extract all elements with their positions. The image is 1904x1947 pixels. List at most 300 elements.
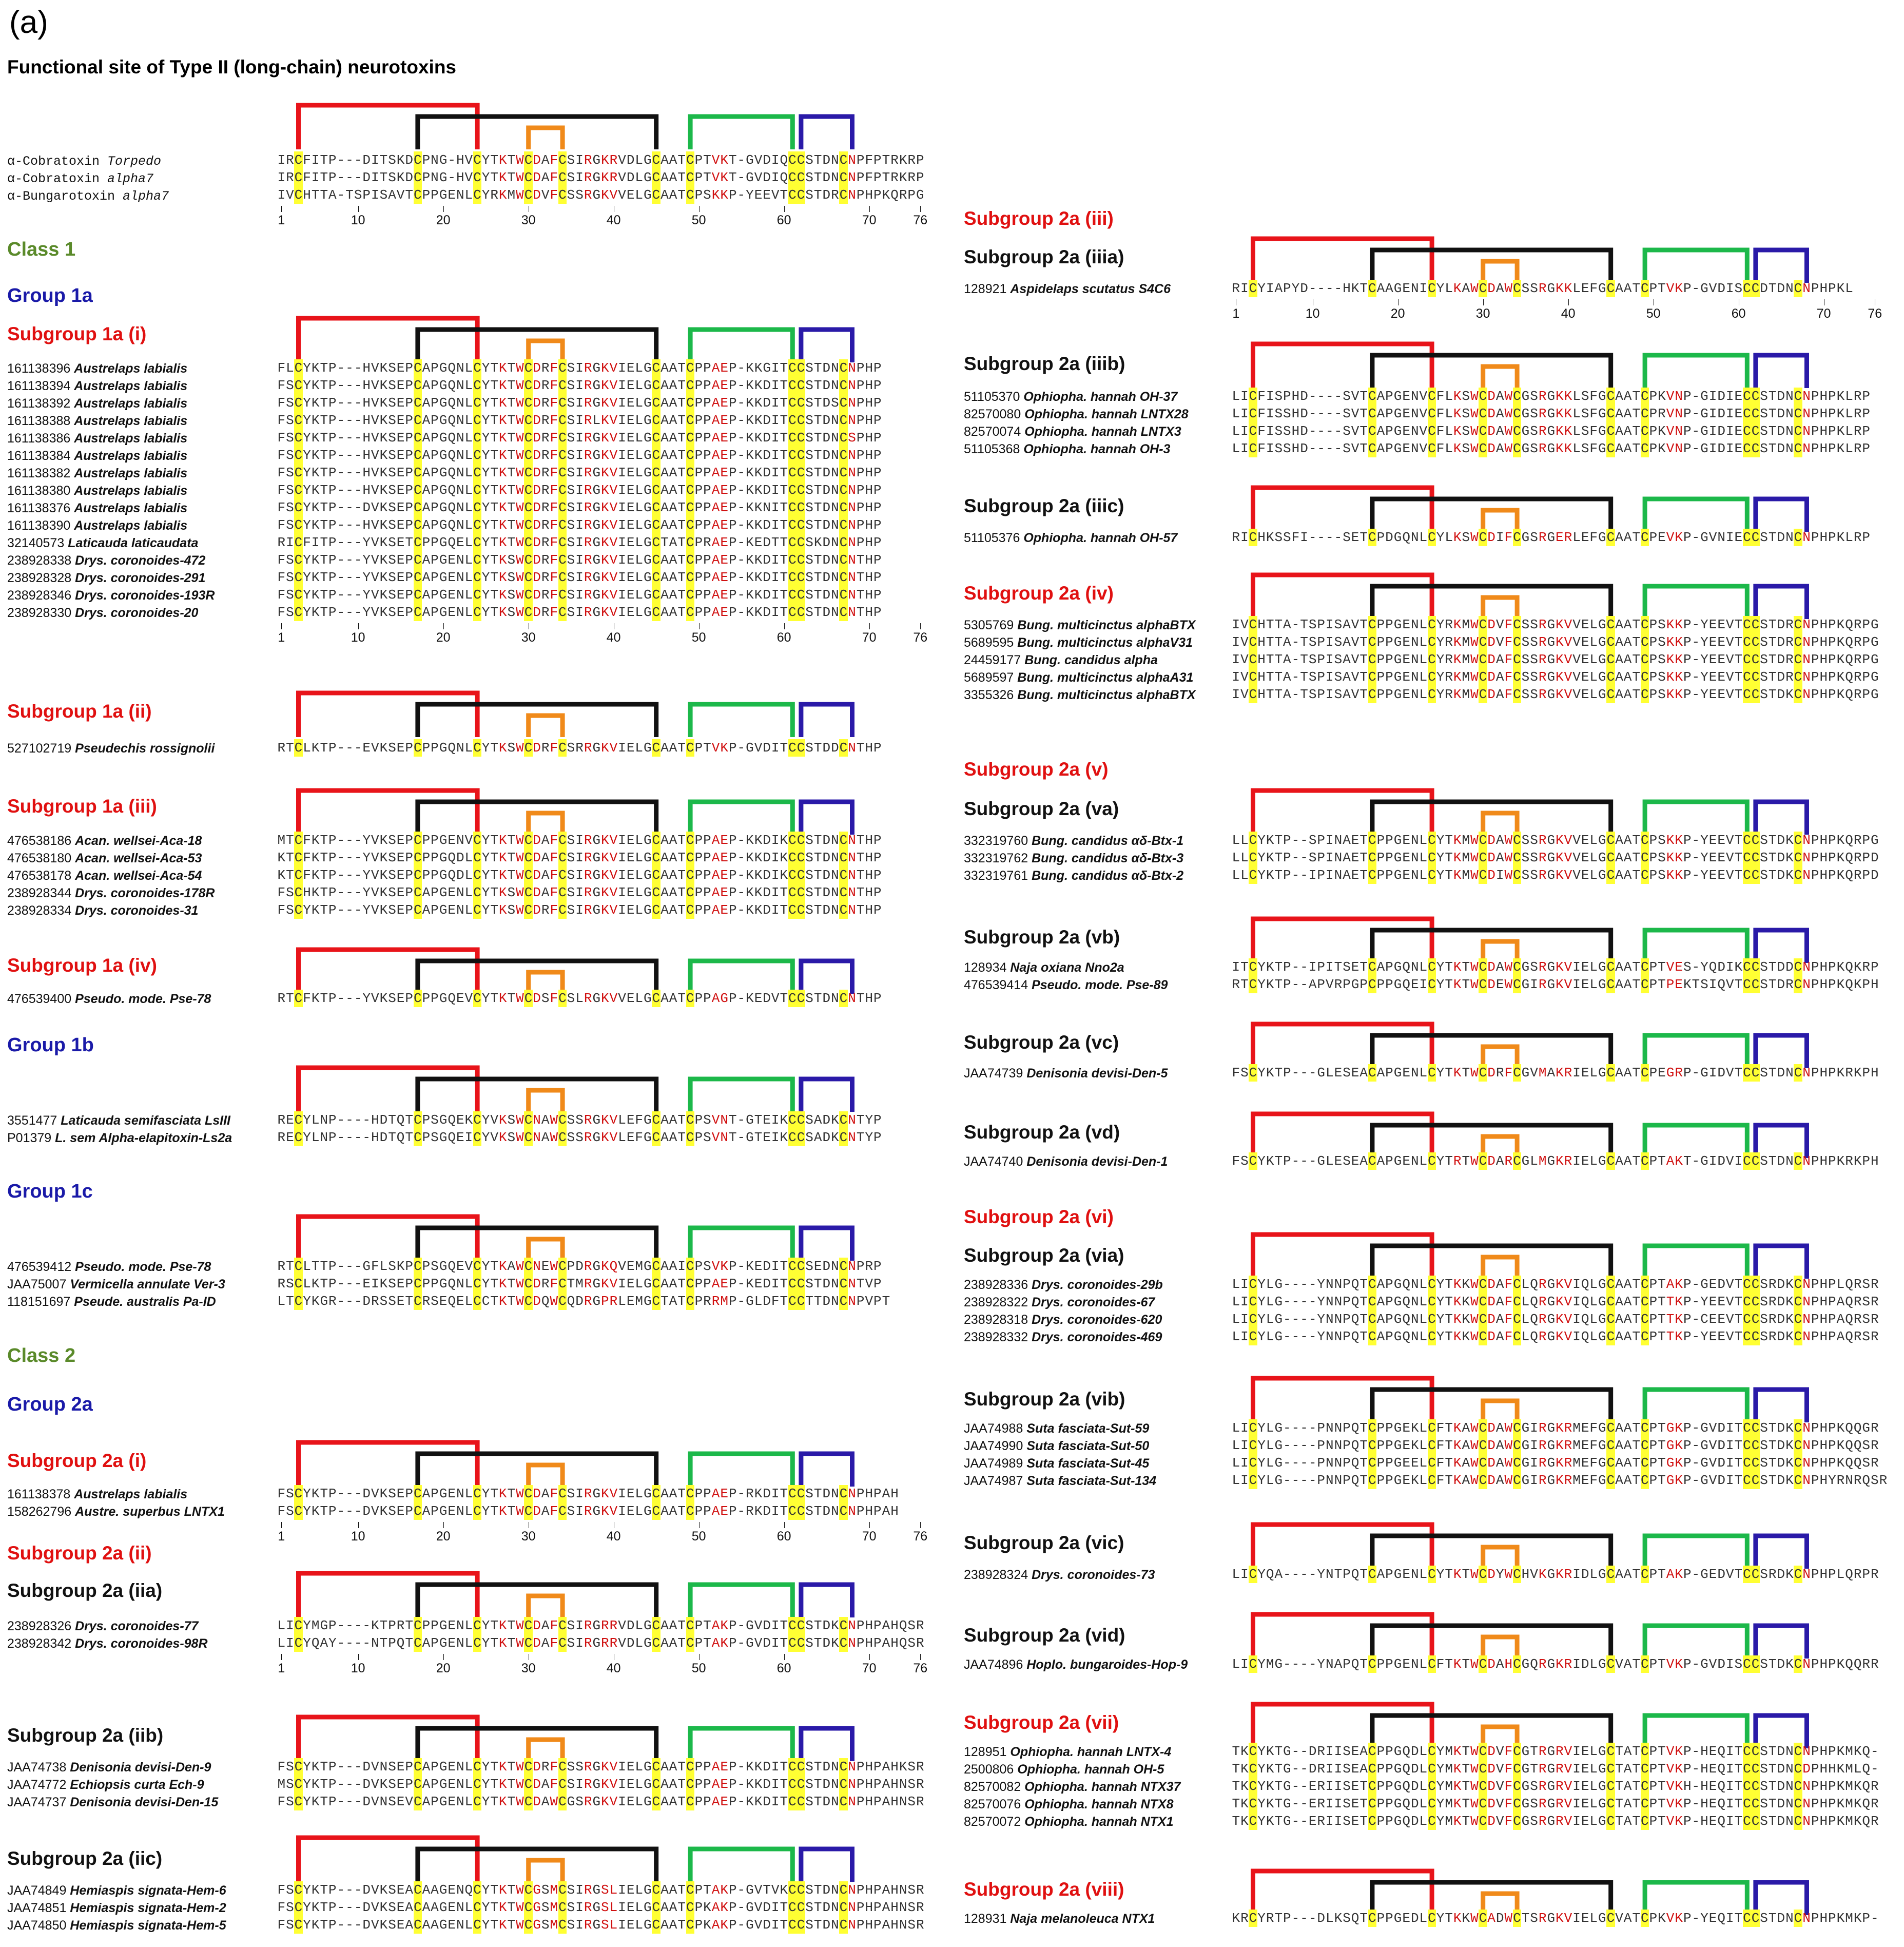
aligned-sequence: RTCFKTP---YVKSEPCPPGQEVCYTKTWCDSFCSLRGKVVELGCAATCPPAGP-KEDVTCCSTDNCNTHP xyxy=(277,991,882,1006)
bracket-0 xyxy=(1253,1704,1432,1748)
bracket-4 xyxy=(1756,1390,1807,1422)
bracket-1 xyxy=(418,330,656,362)
bracket-4 xyxy=(801,1454,852,1487)
ruler-number: 76 xyxy=(913,1529,928,1544)
ruler-tick xyxy=(699,206,700,212)
sequence-label xyxy=(7,414,187,429)
ruler-tick xyxy=(1483,299,1484,305)
ruler-number: 20 xyxy=(436,1529,451,1544)
bracket-4 xyxy=(801,961,852,994)
bracket-3 xyxy=(1645,1626,1747,1659)
sequence-id: 24459177 xyxy=(964,653,1025,667)
sequence-label xyxy=(7,1778,204,1792)
sequence-id: 238928324 xyxy=(964,1568,1032,1582)
species-name: Austre. superbus LNTX1 xyxy=(75,1505,225,1519)
sequence-id: 3551477 xyxy=(7,1113,61,1128)
bracket-1 xyxy=(1372,1035,1611,1068)
sequence-id: JAA74850 xyxy=(7,1918,70,1933)
ruler-number: 70 xyxy=(862,1529,877,1544)
bracket-4 xyxy=(1756,1246,1807,1279)
bracket-1 xyxy=(1372,802,1611,835)
species-name: Naja oxiana Nno2a xyxy=(1010,960,1124,975)
aligned-sequence: FSCYKTP---HVKSEPCAPGQNLCYTKTWCDRFCSIRGKVIELGCAATCPPAEP-KKDITCCSTDSCNPHP xyxy=(277,395,882,411)
aligned-sequence: LICFISSHD----SVTCAPGENVCFLKSWCDAWCGSRGKKLSFGCAATCPKVNP-GIDIECCSTDNCNPHPKLRP xyxy=(1232,441,1871,456)
bracket-0 xyxy=(299,318,478,362)
sequence-label xyxy=(964,425,1181,439)
sequence-id: 527102719 xyxy=(7,741,75,756)
aligned-sequence: FSCYKTP---HVKSEPCAPGQNLCYTKTWCDRFCSIRGKVIELGCAATCPPAEP-KKDITCCSTDNCNPHP xyxy=(277,465,882,480)
sequence-id: 51105370 xyxy=(964,390,1024,404)
aligned-sequence: LLCYKTP--IPINAETCPPGENLCYTKMWCDIWCSSRGKVVELGCAATCPSKKP-YEEVTCCSTDKCNPHPKQRPD xyxy=(1232,868,1879,883)
aligned-sequence: FSCYKTP---HVKSEPCAPGQNLCYTKTWCDRFCSIRGKVIELGCAATCPPAEP-KKDITCCSTDNCNPHP xyxy=(277,378,882,393)
bracket-3 xyxy=(1645,250,1747,283)
aligned-sequence: FSCYKTP---DVKSEPCAPGENLCYTKTWCDAFCSIRGKVIELGCAATCPPAEP-RKDITCCSTDNCNPHPAH xyxy=(277,1486,899,1501)
sequence-label xyxy=(7,1795,218,1810)
sequence-id: 476539414 xyxy=(964,978,1032,992)
sequence-id: 238928326 xyxy=(7,1619,75,1633)
ruler-number: 76 xyxy=(913,630,928,645)
sequence-label xyxy=(7,553,205,568)
disulfide-brackets xyxy=(1232,914,1899,965)
section-heading-sub2av: Subgroup 2a (v) xyxy=(964,759,1109,780)
species-name: Suta fasciata-Sut-45 xyxy=(1026,1456,1150,1471)
bracket-1 xyxy=(418,1454,656,1487)
sequence-id: 161138376 xyxy=(7,501,74,515)
aligned-sequence: LICFISSHD----SVTCAPGENVCFLKSWCDAWCGSRGKKLSFGCAATCPRVNP-GIDIECCSTDNCNPHPKLRP xyxy=(1232,406,1871,421)
aligned-sequence: IVCHTTA-TSPISAVTCPPGENLCYRKMWCDAFCSSRGKVVELGCAATCPSKKP-YEEVTCCSTDRCNPHPKQRPG xyxy=(1232,652,1879,667)
receptor-name: Torpedo xyxy=(107,154,162,169)
disulfide-brackets xyxy=(277,1211,944,1263)
ruler-number: 60 xyxy=(776,630,791,645)
ruler-number: 20 xyxy=(1390,306,1405,321)
aligned-sequence: FSCYKTP---DVKSEPCAPGQNLCYTKTWCDRFCSIRGKVIELGCAATCPPAEP-KKNITCCSTDNCNPHP xyxy=(277,500,882,515)
ruler-number: 50 xyxy=(691,1529,706,1544)
bracket-4 xyxy=(1756,1626,1807,1659)
aligned-sequence: RICFITP---YVKSETCPPGQELCYTKTWCDRFCSIRGKVIELGCTATCPRAEP-KEDTTCCSKDNCNPHP xyxy=(277,535,882,550)
section-heading-sub2ai: Subgroup 2a (i) xyxy=(7,1450,147,1471)
bracket-1 xyxy=(1372,586,1611,619)
disulfide-brackets xyxy=(277,785,944,837)
ruler-number: 30 xyxy=(521,630,536,645)
section-heading-group2a: Group 2a xyxy=(7,1394,93,1415)
disulfide-brackets xyxy=(1232,483,1899,534)
bracket-4 xyxy=(801,802,852,835)
ruler-tick xyxy=(784,1654,785,1660)
bracket-1 xyxy=(418,1228,656,1261)
aligned-sequence: RSCLKTP---EIKSEPCPPGQNLCYTKTWCDRFCTMRGKVIELGCAATCPPAEP-KEDITCCSTDNCNTVP xyxy=(277,1276,882,1291)
species-name: Ophiopha. hannah OH-5 xyxy=(1017,1762,1164,1777)
disulfide-brackets xyxy=(1232,339,1899,390)
ruler-number: 20 xyxy=(436,213,451,227)
sequence-label xyxy=(7,396,187,411)
sequence-label xyxy=(964,1912,1155,1926)
section-heading-group1c: Group 1c xyxy=(7,1181,93,1202)
ruler-tick xyxy=(920,623,921,629)
ruler-number: 76 xyxy=(913,1661,928,1675)
aligned-sequence: LICYQA----YNTPQTCAPGENLCYTKTWCDYWCHVKGKRIDLGCAATCPTAKP-GEDVTCCSRDKCNPHPLQRPR xyxy=(1232,1567,1879,1582)
species-name: Hemiaspis signata-Hem-5 xyxy=(70,1918,226,1933)
aligned-sequence: RTCLKTP---EVKSEPCPPGQNLCYTKSWCDRFCSRRGKVIELGCAATCPTVKP-GVDITCCSTDDCNTHP xyxy=(277,740,882,756)
bracket-4 xyxy=(1756,802,1807,835)
ruler-tick xyxy=(784,1522,785,1528)
bracket-0 xyxy=(1253,239,1432,283)
bracket-0 xyxy=(1253,1525,1432,1569)
species-name: Naja melanoleuca NTX1 xyxy=(1010,1912,1155,1926)
sequence-label xyxy=(964,1066,1168,1081)
sequence-id: JAA74851 xyxy=(7,1901,70,1915)
sequence-id: JAA74849 xyxy=(7,1883,70,1898)
sequence-label xyxy=(964,1330,1162,1345)
ruler-number: 50 xyxy=(691,1661,706,1675)
aligned-sequence: TKCYKTG--DRIISEACPPGQDLCYMKTWCDVFCGTRGRVIELGCTATCPTVKP-HEQITCCSTDNCDPHHKMLQ- xyxy=(1232,1761,1879,1777)
species-name: Bung. multicinctus alphaV31 xyxy=(1017,635,1193,650)
ruler-number: 50 xyxy=(691,213,706,227)
section-heading-group1a: Group 1a xyxy=(7,285,93,306)
ruler-tick xyxy=(869,1654,870,1660)
bracket-2 xyxy=(529,1596,562,1617)
sequence-id: 238928330 xyxy=(7,606,75,620)
aligned-sequence: TKCYKTG--ERIISETCPPGQDLCYMKTWCDVFCGSRGRVIELGCTATCPTVKP-HEQITCCSTDNCNPHPKMKQR xyxy=(1232,1796,1879,1811)
sequence-label xyxy=(964,1278,1163,1293)
sequence-label xyxy=(964,1474,1156,1489)
sequence-label xyxy=(964,834,1183,849)
disulfide-brackets xyxy=(277,1437,944,1489)
header-sequence: IRCFITP---DITSKDCPNG-HVCYTKTWCDAFCSIRGKRVDLGCAATCPTVKT-GVDIQCCSTDNCNPFPTRKRP xyxy=(277,152,924,168)
sequence-id: 161138392 xyxy=(7,396,74,411)
sequence-label xyxy=(964,1657,1188,1672)
species-name: Drys. coronoides-193R xyxy=(75,588,215,603)
ruler-number: 30 xyxy=(521,1529,536,1544)
bracket-4 xyxy=(801,117,852,149)
ruler-number: 1 xyxy=(278,1529,285,1544)
aligned-sequence: FSCYKTP---YVKSEPCAPGENLCYTKSWCDRFCSIRGKVIELGCAATCPPAEP-KKDITCCSTDNCNTHP xyxy=(277,587,882,603)
sequence-id: 128934 xyxy=(964,960,1011,975)
species-name: Bung. candidus αδ-Btx-1 xyxy=(1032,834,1184,848)
ruler-number: 1 xyxy=(278,213,285,227)
species-name: Acan. wellsei-Aca-53 xyxy=(75,851,202,865)
sequence-id: 161138394 xyxy=(7,379,74,393)
disulfide-brackets xyxy=(277,1712,944,1763)
species-name: Drys. coronoides-98R xyxy=(75,1636,208,1651)
sequence-id: 238928336 xyxy=(964,1278,1032,1292)
aligned-sequence: FSCYKTP---GLESEACAPGENLCYTRTWCDARCGLMGKRIELGCAATCPTAKT-GIDVICCSTDNCNPHPKRKPH xyxy=(1232,1153,1879,1169)
section-heading-sub2avi: Subgroup 2a (vi) xyxy=(964,1206,1114,1227)
sequence-label xyxy=(7,588,215,603)
bracket-1 xyxy=(418,704,656,737)
species-name: Bung. multicinctus alphaBTX xyxy=(1017,618,1196,632)
aligned-sequence: IVCHTTA-TSPISAVTCPPGENLCYRKMWCDVFCSSRGKVVELGCAATCPSKKP-YEEVTCCSTDRCNPHPKQRPG xyxy=(1232,634,1879,650)
species-name: Denisonia devisi-Den-1 xyxy=(1026,1154,1168,1169)
aligned-sequence: FSCYKTP---HVKSEPCAPGQNLCYTKTWCDRFCSIRGKVIELGCAATCPPAEP-KKDITCCSTDNCSPHP xyxy=(277,430,882,446)
ruler-number: 1 xyxy=(1232,306,1240,321)
bracket-4 xyxy=(1756,1035,1807,1068)
sequence-id: P01379 xyxy=(7,1131,55,1145)
sequence-id: 161138396 xyxy=(7,361,74,376)
bracket-0 xyxy=(1253,1235,1432,1279)
section-heading-sub2aiv: Subgroup 2a (iv) xyxy=(964,583,1114,604)
ruler-tick xyxy=(281,623,282,629)
species-name: Ophiopha. hannah NTX37 xyxy=(1024,1780,1181,1794)
bracket-1 xyxy=(1372,499,1611,532)
sequence-id: 332319761 xyxy=(964,869,1032,883)
ruler-number: 10 xyxy=(351,213,365,227)
sequence-id: 238928346 xyxy=(7,588,75,603)
sequence-id: 161138382 xyxy=(7,466,74,480)
sequence-id: JAA74772 xyxy=(7,1778,70,1792)
sequence-id: 128951 xyxy=(964,1745,1011,1759)
species-name: Ophiopha. hannah NTX8 xyxy=(1024,1797,1174,1811)
sequence-id: 5689595 xyxy=(964,635,1018,650)
bracket-0 xyxy=(299,950,478,994)
aligned-sequence: FLCYKTP---HVKSEPCAPGQNLCYTKTWCDRFCSIRGKVIELGCAATCPPAEP-KKGITCCSTDNCNPHP xyxy=(277,360,882,376)
aligned-sequence: TKCYKTG--DRIISEACPPGQDLCYMKTWCDVFCGTRGRVIELGCTATCPTVKP-HEQITCCSTDNCNPHPKMKQ- xyxy=(1232,1744,1879,1759)
bracket-3 xyxy=(1645,1536,1747,1569)
aligned-sequence: FSCYKTP---DVKSEACAAGENLCYTKTWCGSMCSIRGSLIELGCAATCPKAKP-GVDITCCSTDNCNPHPAHNSR xyxy=(277,1917,924,1933)
species-name: Drys. coronoides-469 xyxy=(1032,1330,1162,1344)
species-name: Vermicella annulate Ver-3 xyxy=(70,1277,225,1291)
bracket-0 xyxy=(299,1838,478,1882)
sequence-id: 238928342 xyxy=(7,1636,75,1651)
sequence-label xyxy=(7,1295,216,1309)
bracket-4 xyxy=(801,704,852,737)
ruler-number: 40 xyxy=(1561,306,1576,321)
bracket-3 xyxy=(690,1454,792,1487)
sequence-label xyxy=(7,484,187,498)
aligned-sequence: FSCYKTP---YVKSEPCAPGENLCYTKSWCDRFCSIRGKVIELGCAATCPPAEP-KKDITCCSTDNCNTHP xyxy=(277,570,882,585)
species-name: Drys. coronoides-77 xyxy=(75,1619,199,1633)
sequence-label xyxy=(7,851,202,866)
sequence-label xyxy=(7,1636,208,1651)
section-heading-sub2avb: Subgroup 2a (vb) xyxy=(964,927,1120,948)
sequence-label xyxy=(964,1154,1168,1169)
aligned-sequence: FSCYKTP---DVKSEACAAGENQCYTKTWCGSMCSIRGSLIELGCAATCPTAKP-GVTVKCCSTDNCNPHPAHNSR xyxy=(277,1882,924,1898)
aligned-sequence: FSCYKTP---DVKSEPCAPGENLCYTKTWCDAFCSIRGKVIELGCAATCPPAEP-RKDITCCSTDNCNPHPAH xyxy=(277,1503,899,1519)
ruler-number: 10 xyxy=(351,1661,365,1675)
sequence-label xyxy=(964,1780,1180,1795)
species-name: Drys. coronoides-620 xyxy=(1032,1313,1162,1327)
bracket-4 xyxy=(1756,1536,1807,1569)
ruler-number: 76 xyxy=(1868,306,1882,321)
bracket-0 xyxy=(1253,919,1432,963)
aligned-sequence: LICYQAY----NTPQTCAPGENLCYTKTWCDAFCSIRGRRVDLGCAATCPTAKP-GVDITCCSTDKCNPHPAHQSR xyxy=(277,1635,924,1651)
sequence-id: 476539412 xyxy=(7,1260,75,1274)
sequence-id: 161138380 xyxy=(7,484,74,498)
aligned-sequence: FSCYKTP---HVKSEPCAPGQNLCYTKTWCDRFCSIRGKVIELGCAATCPPAEP-KKDITCCSTDNCNPHP xyxy=(277,483,882,498)
sequence-label xyxy=(7,431,187,446)
section-heading-sub2aiic: Subgroup 2a (iic) xyxy=(7,1848,163,1869)
species-name: Ophiopha. hannah OH-3 xyxy=(1023,442,1171,456)
aligned-sequence: LICYLG----YNNPQTCAPGQNLCYTKKWCDAFCLQRGKVIQLGCAATCPTTKP-YEEVTCCSRDKCNPHPAQRSR xyxy=(1232,1329,1879,1344)
sequence-label xyxy=(7,518,187,533)
ruler-tick xyxy=(1568,299,1569,305)
bracket-1 xyxy=(418,1585,656,1617)
sequence-id: 128921 xyxy=(964,282,1011,296)
sequence-id: JAA74988 xyxy=(964,1421,1027,1436)
receptor-name: alpha7 xyxy=(107,171,154,186)
ruler-number: 60 xyxy=(1731,306,1746,321)
sequence-id: 476538178 xyxy=(7,869,75,883)
species-name: Ophiopha. hannah LNTX28 xyxy=(1024,407,1189,421)
ruler-number: 40 xyxy=(606,630,621,645)
aligned-sequence: RTCLTTP---GFLSKPCPSGQEVCYTKAWCNEWCPDRGKQVEMGCAAICPSVKP-KEDITCCSEDNCNPRP xyxy=(277,1259,882,1274)
section-heading-sub2aii: Subgroup 2a (ii) xyxy=(7,1543,152,1564)
sequence-label xyxy=(964,442,1170,457)
sequence-label xyxy=(964,1762,1164,1777)
species-name: Echiopsis curta Ech-9 xyxy=(70,1778,204,1792)
species-name: Suta fasciata-Sut-50 xyxy=(1026,1439,1150,1453)
section-heading-sub1aii: Subgroup 1a (ii) xyxy=(7,701,152,722)
species-name: Bung. candidus αδ-Btx-2 xyxy=(1032,869,1184,883)
sequence-label xyxy=(964,960,1124,975)
bracket-3 xyxy=(690,117,792,149)
ruler-number: 10 xyxy=(1305,306,1320,321)
sequence-id: 332319762 xyxy=(964,851,1032,865)
bracket-0 xyxy=(1253,1114,1432,1158)
section-heading-class2: Class 2 xyxy=(7,1345,76,1366)
species-name: Drys. coronoides-29b xyxy=(1032,1278,1163,1292)
species-name: Austrelaps labialis xyxy=(74,518,188,533)
species-name: Austrelaps labialis xyxy=(74,484,188,498)
species-name: Bung. multicinctus alphaBTX xyxy=(1017,688,1196,702)
sequence-id: 5305769 xyxy=(964,618,1018,632)
species-name: Suta fasciata-Sut-59 xyxy=(1026,1421,1150,1436)
bracket-2 xyxy=(529,716,562,737)
sequence-label xyxy=(7,1760,211,1775)
sequence-label xyxy=(964,1421,1149,1436)
species-name: Aspidelaps scutatus S4C6 xyxy=(1010,282,1171,296)
sequence-label xyxy=(964,670,1193,685)
disulfide-brackets xyxy=(277,944,944,996)
section-heading-sub2avia: Subgroup 2a (via) xyxy=(964,1245,1124,1266)
aligned-sequence: LICFISPHD----SVTCAPGENVCFLKSWCDAWCGSRGKKLSFGCAATCPKVNP-GIDIECCSTDNCNPHPKLRP xyxy=(1232,389,1871,404)
aligned-sequence: MTCFKTP---YVKSEPCPPGENVCYTKTWCDAFCSIRGKVIELGCAATCPPAEP-KKDIKCCSTDNCNTHP xyxy=(277,833,882,848)
bracket-2 xyxy=(529,1090,562,1112)
sequence-label xyxy=(964,531,1177,546)
aligned-sequence: IVCHTTA-TSPISAVTCPPGENLCYRKMWCDAFCSSRGKVVELGCAATCPSKKP-YEEVTCCSTDRCNPHPKQRPG xyxy=(1232,669,1879,685)
bracket-1 xyxy=(418,961,656,994)
species-name: Pseudo. mode. Pse-89 xyxy=(1032,978,1168,992)
species-name: Denisonia devisi-Den-9 xyxy=(70,1760,211,1775)
toxin-name: α-Cobratoxin xyxy=(7,171,108,186)
ruler-number: 40 xyxy=(606,1529,621,1544)
aligned-sequence: FSCHKTP---YVKSEPCAPGENLCYTKSWCDAFCSIRGKVIELGCAATCPPAEP-KKDITCCSTDNCNTHP xyxy=(277,885,882,900)
sequence-id: 118151697 xyxy=(7,1295,74,1309)
sequence-id: 161138386 xyxy=(7,431,74,446)
ruler-number: 76 xyxy=(913,213,928,227)
disulfide-brackets xyxy=(277,1833,944,1884)
disulfide-brackets xyxy=(1232,1519,1899,1571)
aligned-sequence: LICYLG----PNNPQTCPPGEKLCFTKAWCDAWCGIRGKRMEFGCAATCPTGKP-GVDITCCSTDKCNPHPKQQGR xyxy=(1232,1420,1879,1436)
bracket-1 xyxy=(418,1849,656,1882)
species-name: Ophiopha. hannah LNTX3 xyxy=(1024,425,1181,439)
sequence-id: 238928318 xyxy=(964,1313,1032,1327)
aligned-sequence: TKCYKTG--ERIISETCPPGQDLCYMKTWCDVFCGSRGRVIELGCTATCPTVKH-HEQITCCSTDNCNPHPKMKQR xyxy=(1232,1779,1879,1794)
species-name: Bung. multicinctus alphaA31 xyxy=(1017,670,1194,685)
sequence-label xyxy=(964,1295,1155,1310)
aligned-sequence: FSCYKTP---HVKSEPCAPGQNLCYTKTWCDRFCSIRGKVIELGCAATCPPAEP-KKDITCCSTDNCNPHP xyxy=(277,517,882,533)
aligned-sequence: KTCFKTP---YVKSEPCPPGQDLCYTKTWCDAFCSIRGKVIELGCAATCPPAEP-KKDIKCCSTDNCNTHP xyxy=(277,868,882,883)
bracket-1 xyxy=(418,802,656,835)
section-heading-sub1ai: Subgroup 1a (i) xyxy=(7,323,147,344)
sequence-label xyxy=(7,869,202,883)
aligned-sequence: LICYLG----PNNPQTCPPGEELCFTKAWCDAWCGIRGKRMEFGCAATCPTGKP-GVDITCCSTDKCNPHPKQQSR xyxy=(1232,1455,1879,1471)
bracket-0 xyxy=(1253,575,1432,619)
section-heading-sub1aiii: Subgroup 1a (iii) xyxy=(7,796,157,817)
ruler-tick xyxy=(358,1654,359,1660)
section-heading-sub2avib: Subgroup 2a (vib) xyxy=(964,1389,1125,1410)
species-name: L. sem Alpha-elapitoxin-Ls2a xyxy=(55,1131,232,1145)
sequence-id: 476538180 xyxy=(7,851,75,865)
bracket-3 xyxy=(1645,1390,1747,1422)
disulfide-brackets xyxy=(277,1063,944,1114)
bracket-0 xyxy=(299,693,478,737)
species-name: Ophiopha. hannah NTX1 xyxy=(1024,1815,1174,1829)
sequence-id: 332319760 xyxy=(964,834,1032,848)
ruler-number: 1 xyxy=(278,1661,285,1675)
aligned-sequence: LICFISSHD----SVTCAPGENVCFLKSWCDAWCGSRGKKLSFGCAATCPKVNP-GIDIECCSTDNCNPHPKLRP xyxy=(1232,423,1871,439)
species-name: Pseudo. mode. Pse-78 xyxy=(75,1260,211,1274)
sequence-label xyxy=(964,1815,1173,1829)
aligned-sequence: FSCYKTP---DVNSEPCAPGENLCYTKTWCDRFCSSRGKVIELGCAATCPPAEP-KKDITCCSTDNCNPHPAHKSR xyxy=(277,1759,924,1775)
species-name: Denisonia devisi-Den-15 xyxy=(70,1795,219,1809)
ruler-tick xyxy=(443,206,444,212)
sequence-id: 476539400 xyxy=(7,992,75,1006)
sequence-label xyxy=(964,869,1183,883)
section-heading-sub2avii: Subgroup 2a (vii) xyxy=(964,1712,1119,1733)
bracket-3 xyxy=(690,802,792,835)
sequence-label xyxy=(7,361,187,376)
aligned-sequence: LICYLG----PNNPQTCPPGEKLCFTKAWCDAWCGIRGKRMEFGCAATCPTGKP-GVDITCCSTDKCNPHPKQQSR xyxy=(1232,1438,1879,1453)
aligned-sequence: FSCYKTP---DVNSEVCAPGENLCYTKTWCDAWCGSRGKVIELGCAATCPPAEP-KKDITCCSTDNCNPHPAHNSR xyxy=(277,1794,924,1809)
aligned-sequence: TKCYKTG--ERIISETCPPGQDLCYMKTWCDVFCGSRGRVIELGCTATCPTVKP-HEQITCCSTDNCNPHPKMKQR xyxy=(1232,1814,1879,1829)
species-name: Austrelaps labialis xyxy=(74,361,188,376)
species-name: Austrelaps labialis xyxy=(74,396,188,411)
ruler-tick xyxy=(784,623,785,629)
bracket-0 xyxy=(299,1442,478,1487)
ruler-tick xyxy=(358,1522,359,1528)
sequence-label xyxy=(964,282,1171,297)
ruler-tick xyxy=(281,206,282,212)
toxin-name: α-Cobratoxin xyxy=(7,154,108,169)
sequence-label xyxy=(7,1113,230,1128)
sequence-label xyxy=(7,606,198,621)
disulfide-brackets xyxy=(277,1568,944,1620)
section-heading-sub2avid: Subgroup 2a (vid) xyxy=(964,1625,1125,1646)
section-heading-sub2avd: Subgroup 2a (vd) xyxy=(964,1122,1120,1143)
aligned-sequence: RTCYKTP--APVRPGPCPPGQEICYTKTWCDEWCGIRGKVIELGCAATCPTPEKTSIQVTCCSTDRCNPHPKQKPH xyxy=(1232,977,1879,992)
species-name: Drys. coronoides-472 xyxy=(75,553,206,568)
section-heading-class1: Class 1 xyxy=(7,239,76,260)
disulfide-brackets xyxy=(1232,1229,1899,1281)
species-name: Drys. coronoides-20 xyxy=(75,606,199,620)
species-name: Drys. coronoides-67 xyxy=(1032,1295,1155,1309)
bracket-4 xyxy=(801,1849,852,1882)
aligned-sequence: FSCYKTP---HVKSEPCAPGQNLCYTKTWCDRFCSIRLKVIELGCAATCPPAEP-KKDITCCSTDNCNPHP xyxy=(277,413,882,428)
sequence-label xyxy=(964,1797,1173,1812)
sequence-id: JAA74737 xyxy=(7,1795,70,1809)
aligned-sequence: ITCYKTP--IPITSETCAPGQNLCYTKTWCDAWCGSRGKVIELGCAATCPTVES-YQDIKCCSTDDCNPHPKQKRP xyxy=(1232,959,1879,975)
ruler-number: 70 xyxy=(862,1661,877,1675)
ruler-tick xyxy=(281,1522,282,1528)
bracket-4 xyxy=(1756,586,1807,619)
bracket-3 xyxy=(1645,355,1747,388)
species-name: Laticauda laticaudata xyxy=(68,536,199,550)
sequence-label xyxy=(7,834,202,849)
species-name: Pseude. australis Pa-ID xyxy=(74,1295,216,1309)
ruler-tick xyxy=(869,206,870,212)
aligned-sequence: RICHKSSFI----SETCPDGQNLCYLKSWCDIFCGSRGERLEFGCAATCPEVKP-GVNIECCSTDNCNPHPKLRP xyxy=(1232,530,1871,545)
sequence-label xyxy=(7,1131,232,1146)
